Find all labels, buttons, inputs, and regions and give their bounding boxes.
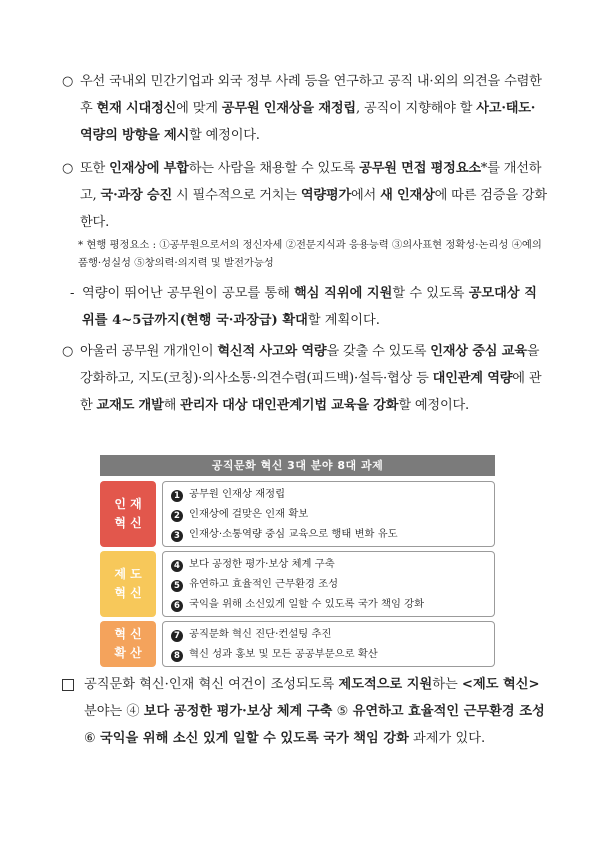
task-item	[171, 644, 486, 664]
circle-bullet-icon: ○	[62, 161, 74, 176]
text-run: *를 개선하고,	[80, 161, 542, 203]
number-badge-icon: 8	[171, 650, 183, 662]
task-item	[171, 504, 486, 524]
sub-item-open-positions	[62, 280, 547, 334]
bold-run: 역량평가	[300, 188, 351, 203]
task-text: 국익을 위해 소신있게 일할 수 있도록 국가 책임 강화	[189, 598, 425, 610]
number-badge-icon: 7	[171, 630, 183, 642]
text-run: 또한	[80, 161, 110, 176]
category-line: 제 도	[114, 567, 142, 581]
circle-bullet-icon: ○	[62, 74, 74, 89]
number-badge-icon: 1	[171, 490, 183, 502]
task-text: 유연하고 효율적인 근무환경 조성	[189, 578, 339, 590]
task-list	[162, 551, 495, 617]
paragraph-body	[80, 68, 547, 149]
text-run: 할 수 있도록	[392, 286, 469, 301]
task-text: 보다 공정한 평가·보상 체계 구축	[189, 558, 335, 570]
footnote-text: * 현행 평정요소 : ①공무원으로서의 정신자세 ②전문지식과 응용능력 ③의사표현 정확성·논리성 ④예의품행·성실성 ⑤창의력·의지력 및 발전가능성	[78, 239, 542, 269]
text-run: 아울러 공무원 개개인이	[80, 344, 218, 359]
paragraph-interview-evaluation	[62, 155, 547, 236]
bold-run: 대인관계 역량	[432, 371, 513, 386]
text-run: 에 따른 검증을 강화한다.	[80, 188, 547, 230]
tasks-table	[100, 455, 495, 667]
number-badge-icon: 3	[171, 530, 183, 542]
category-label	[100, 481, 156, 547]
bold-run: 혁신적 사고와 역량	[217, 344, 327, 359]
bold-run: 사고·태도·역량의 방향을 제시	[80, 101, 536, 143]
bold-run: 공모대상 직위를 4~5급까지(현행 국·과장급) 확대	[82, 286, 537, 328]
task-list	[162, 621, 495, 667]
dash-bullet-icon: -	[70, 286, 75, 301]
footnote-evaluation-factors	[78, 236, 548, 272]
bold-run: 인재상에 부합	[109, 161, 189, 176]
task-item	[171, 594, 486, 614]
category-line: 혁 신	[114, 586, 142, 600]
number-badge-icon: 5	[171, 580, 183, 592]
text-run: 을 갖출 수 있도록	[326, 344, 431, 359]
bold-run: <제도 혁신>	[461, 677, 540, 692]
category-line: 혁 신	[114, 516, 142, 530]
category-line: 확 산	[114, 646, 142, 660]
task-item	[171, 524, 486, 544]
text-run: 에 관한	[80, 371, 542, 413]
paragraph-talent-vision	[62, 68, 547, 149]
task-text: 혁신 성과 홍보 및 모든 공공부문으로 확산	[189, 648, 378, 660]
task-text: 인재상에 걸맞은 인재 확보	[189, 508, 309, 520]
text-run: 공직문화 혁신·인재 혁신 여건이 조성되도록	[84, 677, 339, 692]
table-title: 공직문화 혁신 3대 분야 8대 과제	[100, 455, 495, 476]
paragraph-system-innovation	[62, 671, 547, 752]
task-item	[171, 574, 486, 594]
bold-run: 보다 공정한 평가·보상 체계 구축	[143, 704, 333, 719]
bold-run: 제도적으로 지원	[338, 677, 433, 692]
bold-run: 새 인재상	[380, 188, 435, 203]
text-run: 에서	[351, 188, 381, 203]
text-run: ⑥	[84, 731, 101, 746]
number-badge-icon: 2	[171, 510, 183, 522]
text-run: 하는 사람을 채용할 수 있도록	[188, 161, 360, 176]
square-bullet-icon	[62, 679, 74, 691]
bold-run: 국·과장 승진	[100, 188, 173, 203]
category-line: 혁 신	[114, 627, 142, 641]
bold-run: 공무원 면접 평정요소	[359, 161, 481, 176]
group-talent-innovation	[100, 481, 495, 547]
bold-run: 현재 시대정신	[96, 101, 177, 116]
bold-run: 공무원 인재상을 재정립	[221, 101, 356, 116]
bold-run: 인재상 중심 교육	[430, 344, 527, 359]
text-run: 우선 국내외 민간기업과 외국 정부 사례 등을 연구하고 공직 내·외의 의견을 수렴한 후	[80, 74, 542, 116]
bold-run: 유연하고 효율적인 근무환경 조성	[352, 704, 545, 719]
task-text: 공직문화 혁신 진단·컨설팅 추진	[189, 628, 332, 640]
task-list	[162, 481, 495, 547]
bold-run: 국익을 위해 소신 있게 일할 수 있도록 국가 책임 강화	[100, 731, 409, 746]
text-run: 할 예정이다.	[398, 398, 470, 413]
number-badge-icon: 6	[171, 600, 183, 612]
number-badge-icon: 4	[171, 560, 183, 572]
paragraph-body	[80, 338, 547, 419]
category-label	[100, 551, 156, 617]
paragraph-body	[80, 155, 547, 236]
task-item	[171, 554, 486, 574]
text-run: 시 필수적으로 거치는	[172, 188, 301, 203]
task-text: 인재상·소통역량 중심 교육으로 행태 변화 유도	[189, 528, 398, 540]
bold-run: 교재도 개발	[96, 398, 164, 413]
text-run: 해	[163, 398, 181, 413]
text-run: , 공직이 지향해야 할	[355, 101, 477, 116]
text-run: 역량이 뛰어난 공무원이 공모를 통해	[82, 286, 295, 301]
group-system-innovation	[100, 551, 495, 617]
category-line: 인 재	[114, 497, 142, 511]
sub-item-body	[82, 280, 547, 334]
bold-run: 핵심 직위에 지원	[294, 286, 393, 301]
paragraph-training	[62, 338, 547, 419]
text-run: 분야는 ④	[84, 704, 144, 719]
text-run: 할 예정이다.	[189, 128, 260, 143]
paragraph-body	[84, 671, 547, 752]
category-label	[100, 621, 156, 667]
task-item	[171, 484, 486, 504]
group-innovation-spread	[100, 621, 495, 667]
circle-bullet-icon: ○	[62, 344, 74, 359]
bold-run: 관리자 대상 대인관계기법 교육을 강화	[180, 398, 399, 413]
text-run: 을 강화하고, 지도(코칭)·의사소통·의견수렴(피드백)·설득·협상 등	[80, 344, 540, 386]
text-run: ⑤	[332, 704, 353, 719]
text-run: 과제가 있다.	[408, 731, 486, 746]
text-run: 할 계획이다.	[307, 313, 380, 328]
text-run: 하는	[432, 677, 462, 692]
task-item	[171, 624, 486, 644]
text-run: 에 맞게	[176, 101, 222, 116]
task-text: 공무원 인재상 재정립	[189, 488, 286, 500]
